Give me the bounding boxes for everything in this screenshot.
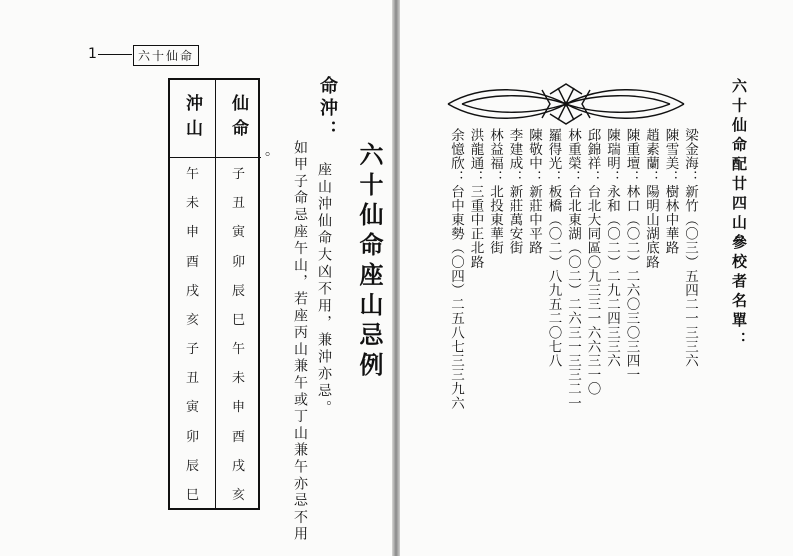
chong-shan-cell: 戌	[185, 283, 199, 299]
chong-shan-cell: 巳	[185, 487, 199, 503]
name-entry: 陳敬中：新莊中平路	[526, 128, 542, 255]
stray-mark: 。	[265, 143, 279, 159]
chong-shan-cell: 未	[185, 196, 199, 212]
xian-ming-header: 仙命	[216, 80, 261, 158]
header-rule	[98, 54, 132, 55]
chong-shan-cell: 酉	[185, 254, 199, 270]
name-entry: 洪龍通：三重中正北路	[467, 128, 484, 269]
running-title: 六十仙命	[133, 45, 199, 66]
xian-ming-cells	[216, 158, 261, 508]
example-text: 如甲子命忌座午山，若座丙山兼午或丁山兼午亦忌不用	[292, 140, 308, 544]
chong-shan-cell: 寅	[185, 400, 199, 416]
chong-shan-cell: 辰	[185, 458, 199, 474]
book-gutter	[392, 0, 400, 556]
name-entry: 李建成：新莊萬安街	[506, 128, 523, 255]
xian-ming-cell: 丑	[231, 196, 245, 212]
term-heading: 命沖：	[317, 76, 338, 142]
chong-shan-cell: 丑	[185, 371, 199, 387]
chong-shan-cell: 卯	[185, 429, 199, 445]
chong-shan-cell: 申	[185, 225, 199, 241]
name-entry: 余憶欣：台中東勢（〇四）二五八七三三九六	[448, 128, 464, 410]
name-entry: 林重榮：台北東湖（〇二）二六三一三三二一	[565, 128, 581, 410]
xian-ming-cell: 午	[231, 342, 245, 358]
xian-ming-cell: 未	[231, 371, 245, 387]
term-definition: 座山沖仙命大凶不用，兼沖亦忌。	[316, 162, 332, 417]
xian-ming-cell: 亥	[231, 487, 245, 503]
xian-ming-cell: 酉	[231, 429, 245, 445]
xian-ming-cell: 辰	[231, 283, 245, 299]
chong-shan-header: 沖山	[170, 80, 215, 158]
name-entry: 陳重壇：林口（〇二）二六〇三〇三四一	[623, 128, 640, 382]
chapter-title: 六十仙命座山忌例	[355, 142, 383, 382]
name-entry: 陳雪美：樹林中華路	[662, 128, 679, 255]
xian-ming-cell: 巳	[231, 312, 245, 328]
chong-table	[168, 78, 260, 510]
list-title: 六十仙命配廿四山參校者名單：	[730, 78, 748, 351]
xian-ming-cell: 戌	[231, 458, 245, 474]
name-entry: 林益福：北投東華街	[487, 128, 503, 255]
chong-shan-cells	[170, 158, 215, 508]
chong-shan-cell: 午	[185, 167, 199, 183]
name-entry: 趙素蘭：陽明山湖底路	[643, 128, 659, 269]
name-entry: 羅得光：板橋（〇二）八九五二〇七八	[545, 128, 562, 368]
page-number: 1	[88, 46, 97, 62]
name-entry: 陳瑞明：永和（〇二）二九二四三三六	[604, 128, 620, 368]
name-entry: 梁金海：新竹（〇三）五四二一三三六	[682, 128, 698, 368]
ornament-divider	[442, 80, 690, 128]
xian-ming-cell: 申	[231, 400, 245, 416]
xian-ming-cell: 寅	[231, 225, 245, 241]
xian-ming-column	[215, 80, 261, 508]
chong-shan-column	[170, 80, 215, 508]
xian-ming-cell: 子	[231, 167, 245, 183]
chong-shan-cell: 子	[185, 342, 199, 358]
chong-shan-cell: 亥	[185, 312, 199, 328]
name-entry: 邱錦祥：台北大同區〇九三三一六六三一〇	[584, 128, 601, 396]
xian-ming-cell: 卯	[231, 254, 245, 270]
